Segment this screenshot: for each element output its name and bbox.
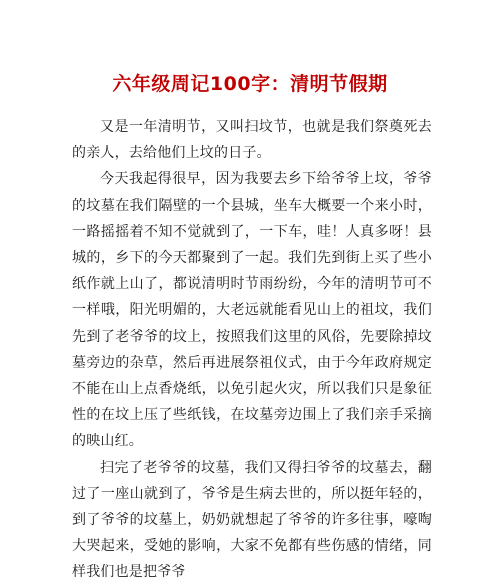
paragraph: 今天我起得很早，因为我要去乡下给爷爷上坟，爷爷的坟墓在我们隔壁的一个县城，坐车大概要一个来小时，一路摇摇着不知不觉就到了，一下车，哇！人真多呀！县城的，乡下的今天都聚到了一起。我们先到街上买了些小纸作就上山了，都说清明时节雨纷纷，今年的清明节可不一样哦，阳光明媚的，大老远就能看见山上的祖坟，我们先到了老爷爷的坟上，按照我们这里的风俗，先要除掉坟墓旁边的杂草，然后再进展祭祖仪式，由于今年政府规定不能在山上点香烧纸，以免引起火灾，所以我们只是象征性的在坟上压了些纸钱，在坟墓旁边围上了我们亲手采摘的映山红。: [72, 171, 432, 450]
page-title: 六年级周记100字：清明节假期: [112, 72, 388, 95]
article-body: [72, 114, 432, 586]
paragraph: 扫完了老爷爷的坟墓，我们又得扫爷爷的坟墓去，翻过了一座山就到了，爷爷是生病去世的，所以挺年轻的，到了爷爷的坟墓上，奶奶就想起了爷爷的许多往事，嚎啕大哭起来，受她的影响，大家不免都有些伤感的情绪，同样我们也是把爷爷: [72, 459, 432, 581]
paragraph: 又是一年清明节，又叫扫坟节，也就是我们祭奠死去的亲人，去给他们上坟的日子。: [72, 119, 432, 162]
